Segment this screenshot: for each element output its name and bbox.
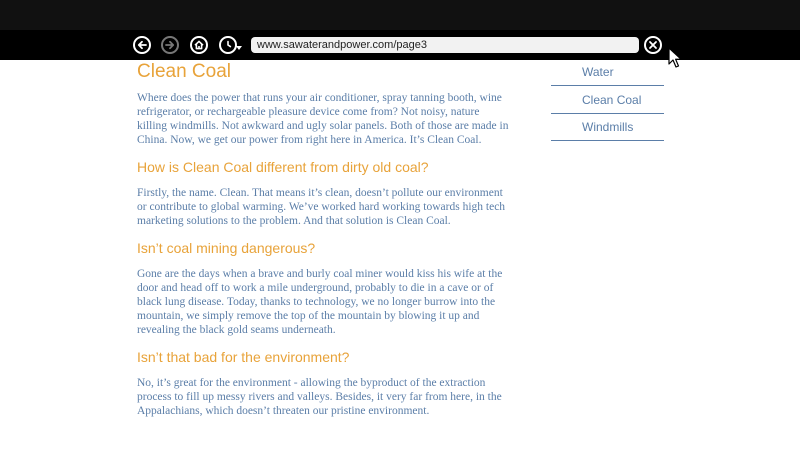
home-icon [193,39,205,51]
intro-paragraph: Where does the power that runs your air conditioner, spray tanning booth, wine refrigerator, or rechargeable pleasure device come from? Not noisy, nature killing windmills. Not awkward and ugly solar panels. Both of those are made in China. Now, we get our power from right here in America. It’s Clean Coal. [137,92,509,146]
close-button[interactable] [644,36,662,54]
address-bar[interactable]: www.sawaterandpower.com/page3 [251,37,639,53]
chevron-down-icon[interactable] [236,46,242,50]
forward-arrow-icon [164,39,176,51]
close-icon [647,39,659,51]
history-button[interactable] [219,36,237,54]
sidebar-item-clean-coal[interactable]: Clean Coal [551,88,664,114]
section-paragraph-mining: Gone are the days when a brave and burly coal miner would kiss his wife at the door and head off to work a mile underground, probably to die in a cave or of black lung disease. Today, thanks to technology, we no longer burrow into the mountain, we simply remove the top of the mountain by blowing it up and revealing the black gold seams underneath. [137,268,503,336]
section-heading-environment: Isn’t that bad for the environment? [137,349,350,365]
section-paragraph-difference: Firstly, the name. Clean. That means it’s clean, doesn’t pollute our environment or contribute to global warming. We’ve worked hard working towards high tech marketing solutions to the problem. And that solution is Clean Coal. [137,187,506,227]
section-heading-mining: Isn’t coal mining dangerous? [137,240,316,256]
sidebar-nav [551,60,664,143]
back-button[interactable] [133,36,151,54]
forward-button[interactable] [161,36,179,54]
section-paragraph-environment: No, it’s great for the environment - allowing the byproduct of the extraction process to fill up messy rivers and valleys. Besides, it very far from here, in the Appalachians, which doesn’t threaten our pristine environment. [137,377,502,417]
sidebar-item-water[interactable]: Water [551,60,664,86]
clock-icon [222,39,234,51]
back-arrow-icon [136,39,148,51]
mouse-cursor-icon [668,47,682,69]
section-heading-difference: How is Clean Coal different from dirty old coal? [137,159,429,175]
page-title: Clean Coal [137,61,231,82]
title-bar-area [0,0,800,30]
sidebar-item-windmills[interactable]: Windmills [551,115,664,141]
article [137,60,512,418]
home-button[interactable] [190,36,208,54]
